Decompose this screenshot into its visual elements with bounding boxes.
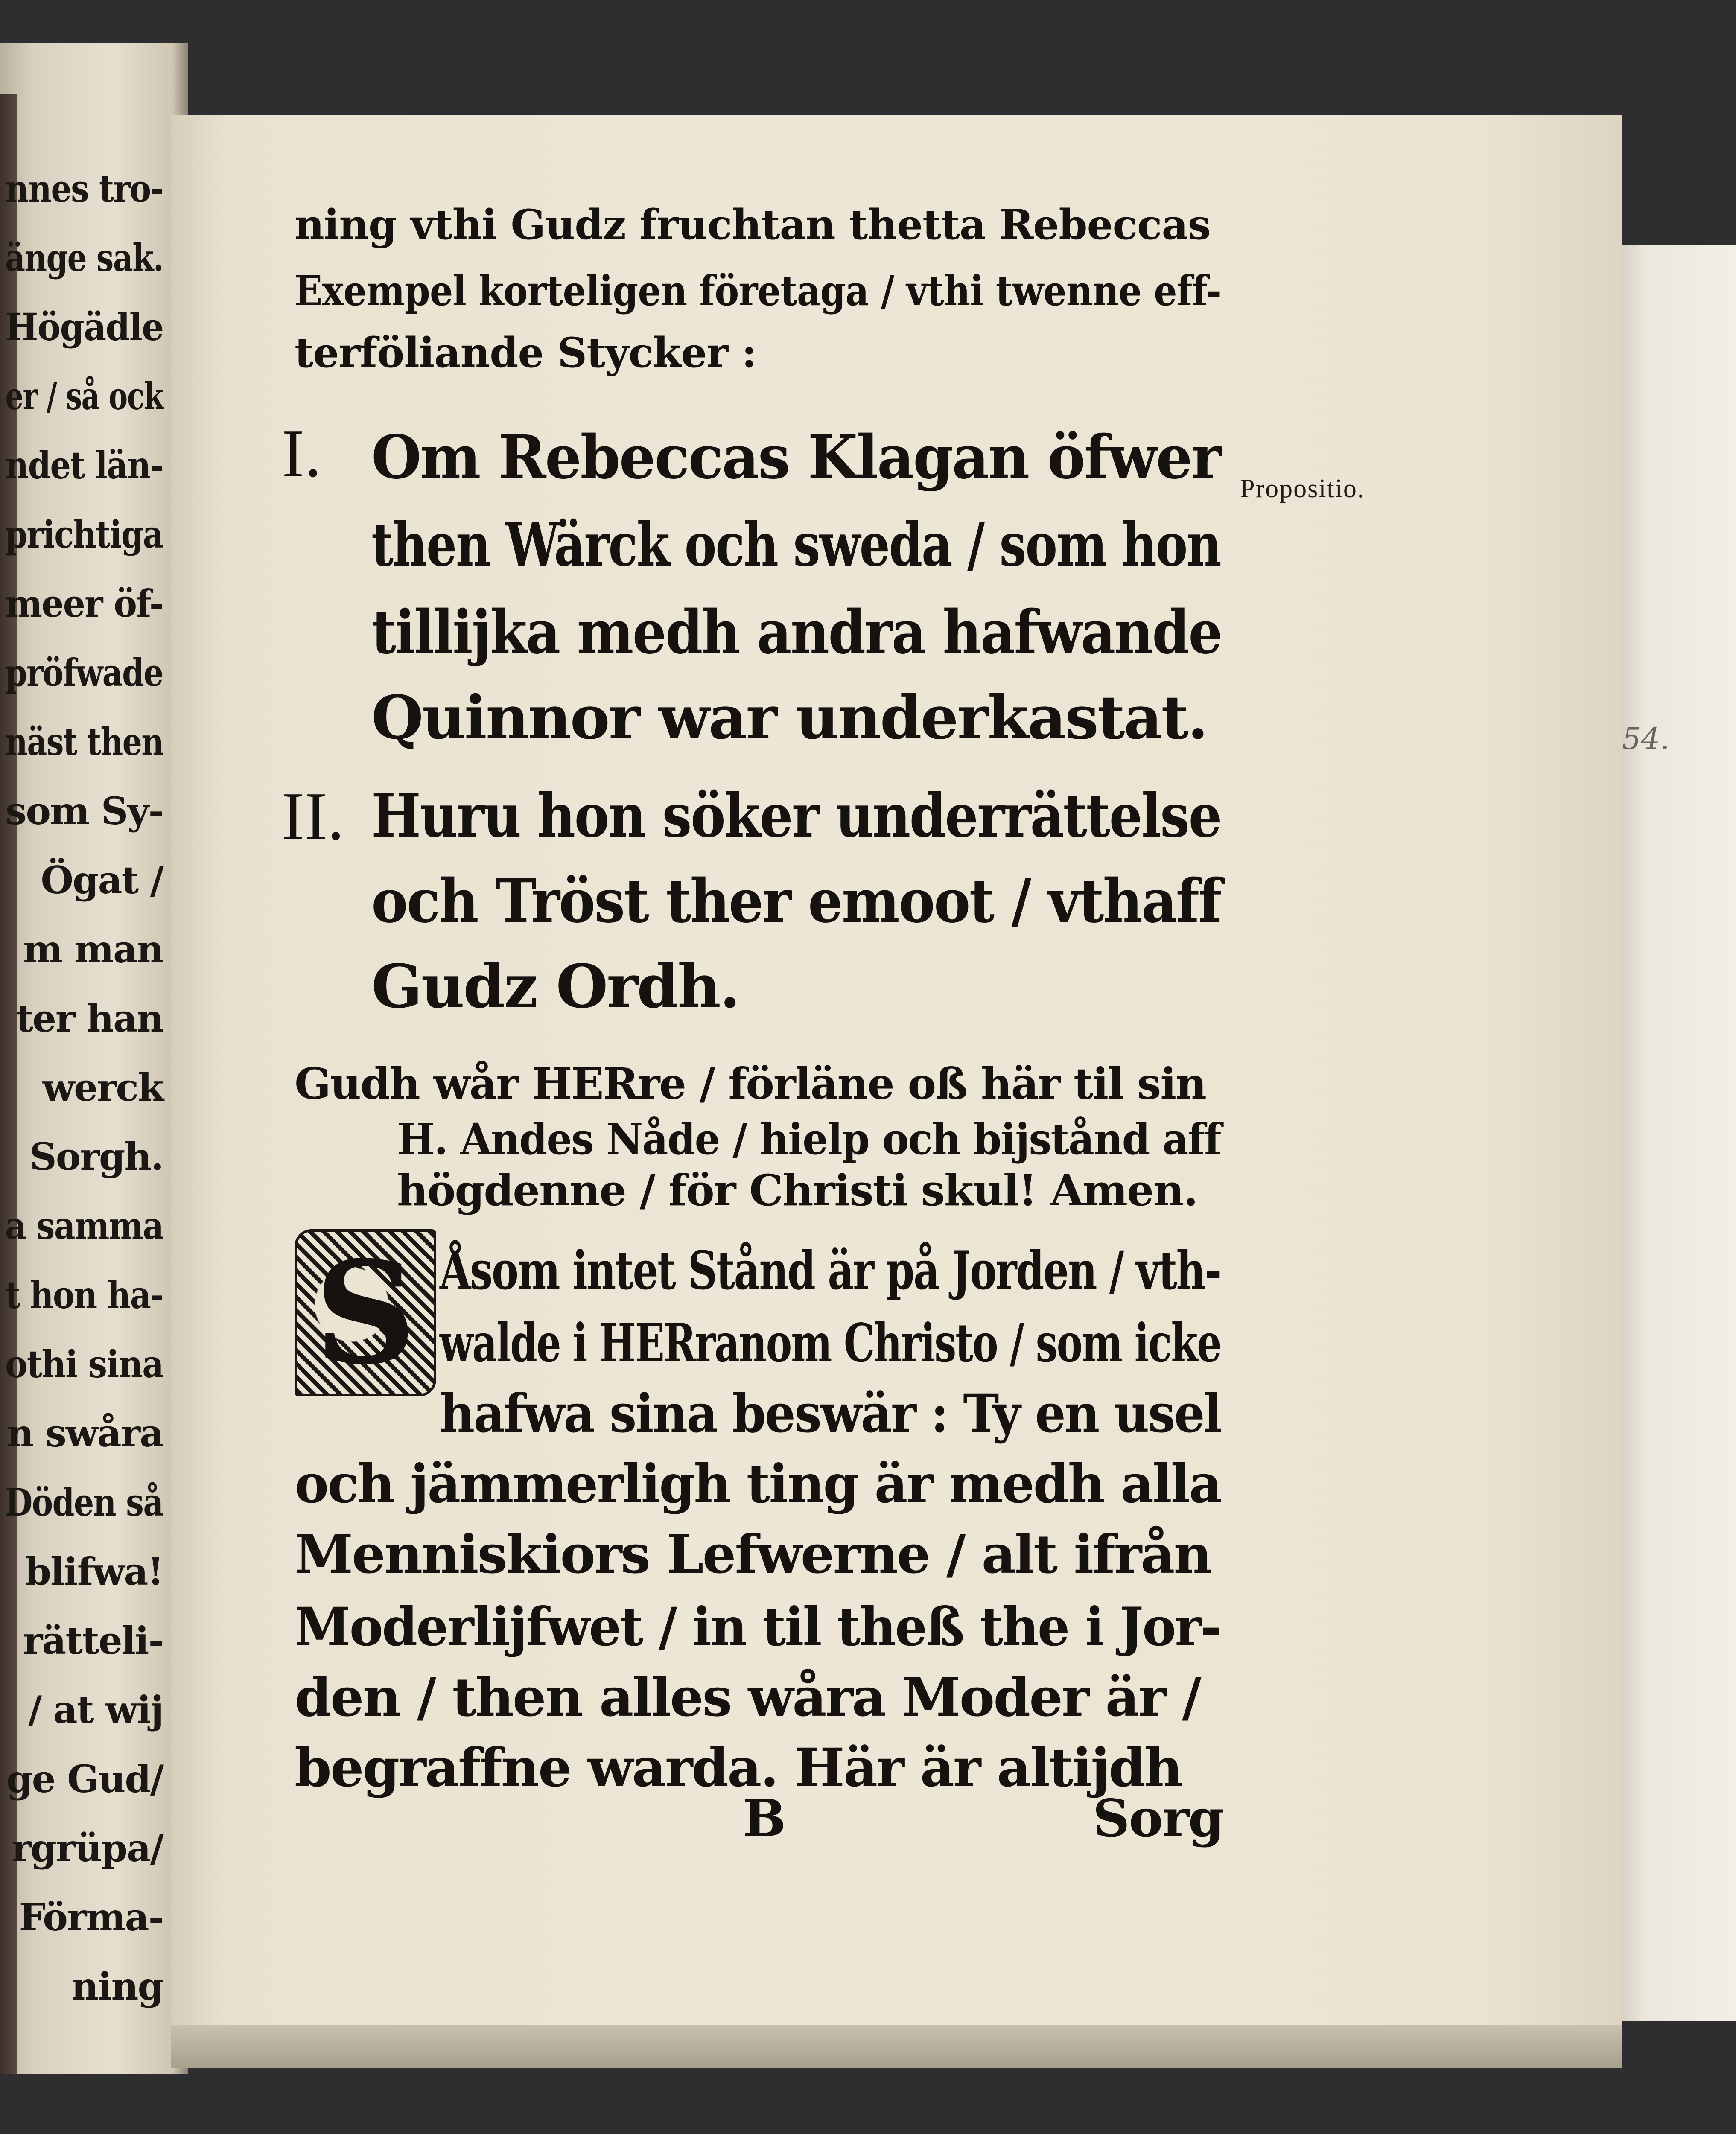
point-line: Huru hon söker underrättelse xyxy=(371,781,1221,851)
previous-page-line: som Sy- xyxy=(5,789,163,833)
prayer-line: H. Andes Nåde / hielp och bijstånd aff xyxy=(397,1114,1221,1164)
previous-page-line: er / så ock xyxy=(5,374,163,418)
intro-line: Exempel korteligen företaga / vthi twenne eff- xyxy=(295,267,1221,315)
previous-page-line: blifwa! xyxy=(25,1549,163,1594)
previous-page-line: othi sina xyxy=(5,1342,163,1386)
point-numeral: I. xyxy=(282,415,322,491)
previous-page-line: t hon ha- xyxy=(5,1273,163,1317)
previous-page-line: / at wij xyxy=(28,1688,163,1732)
point-line: Quinnor war underkastat. xyxy=(371,683,1207,753)
previous-page-line: pröfwade xyxy=(5,650,163,695)
previous-page-line: ning xyxy=(71,1964,163,2009)
previous-page-line: ter han xyxy=(16,996,163,1041)
previous-page-line: Döden så xyxy=(5,1480,163,1525)
signature-mark: B xyxy=(743,1788,786,1848)
previous-page-line: a samma xyxy=(5,1204,163,1248)
body-line: walde i HERranom Christo / som icke xyxy=(440,1312,1221,1374)
point-line: Gudz Ordh. xyxy=(371,952,739,1022)
point-line: Om Rebeccas Klagan öfwer xyxy=(371,423,1220,493)
previous-page-line: rgrüpa/ xyxy=(12,1826,163,1870)
previous-page-line: ge Gud/ xyxy=(6,1757,163,1801)
previous-page-line: Högädle xyxy=(5,305,163,349)
margin-note: Propositio. xyxy=(1240,474,1365,503)
previous-page-line: rätteli- xyxy=(23,1618,163,1663)
previous-page-line: werck xyxy=(42,1065,163,1110)
point-line: then Wärck och sweda / som hon xyxy=(371,510,1221,580)
next-leaf-edge xyxy=(1613,245,1736,2021)
decorated-initial: S xyxy=(295,1229,436,1396)
point-numeral: II. xyxy=(282,778,344,854)
body-line: Moderlijfwet / in til theß the i Jor- xyxy=(295,1596,1220,1658)
previous-page-line: nnes tro- xyxy=(5,166,163,211)
intro-line: terföliande Stycker : xyxy=(295,329,756,377)
catchword: Sorg xyxy=(1093,1788,1223,1848)
body-line: den / then alles wåra Moder är / xyxy=(295,1667,1200,1729)
intro-line: ning vthi Gudz fruchtan thetta Rebeccas xyxy=(295,201,1211,249)
body-line: hafwa sina beswär : Ty en usel xyxy=(440,1383,1221,1445)
previous-page-line: änge sak. xyxy=(5,236,163,280)
prayer-line: Gudh wår HERre / förläne oß här til sin xyxy=(295,1058,1206,1109)
page-bottom-edge xyxy=(171,2025,1622,2068)
previous-page xyxy=(0,43,188,2074)
previous-page-line: ndet län- xyxy=(5,443,163,487)
point-line: tillijka medh andra hafwande xyxy=(371,598,1222,668)
body-line: och jämmerligh ting är medh alla xyxy=(295,1453,1221,1515)
previous-page-line: Sorgh. xyxy=(29,1134,163,1179)
previous-page-line: näst then xyxy=(5,720,163,764)
body-line: Menniskiors Lefwerne / alt ifrån xyxy=(295,1524,1211,1586)
next-leaf-mark: 54. xyxy=(1622,721,1670,756)
previous-page-line: Förma- xyxy=(19,1895,163,1939)
previous-page-line: prichtiga xyxy=(5,512,163,557)
previous-page-line: meer öf- xyxy=(5,581,163,626)
point-line: och Tröst ther emoot / vthaff xyxy=(371,866,1221,936)
body-line: Åsom intet Stånd är på Jorden / vth- xyxy=(440,1240,1221,1302)
previous-page-line: n swåra xyxy=(6,1411,163,1455)
prayer-line: högdenne / för Christi skul! Amen. xyxy=(397,1165,1198,1216)
previous-page-line: Ögat / xyxy=(41,858,163,902)
previous-page-line: m man xyxy=(23,927,163,971)
body-line: begraffne warda. Här är altijdh xyxy=(295,1737,1182,1799)
